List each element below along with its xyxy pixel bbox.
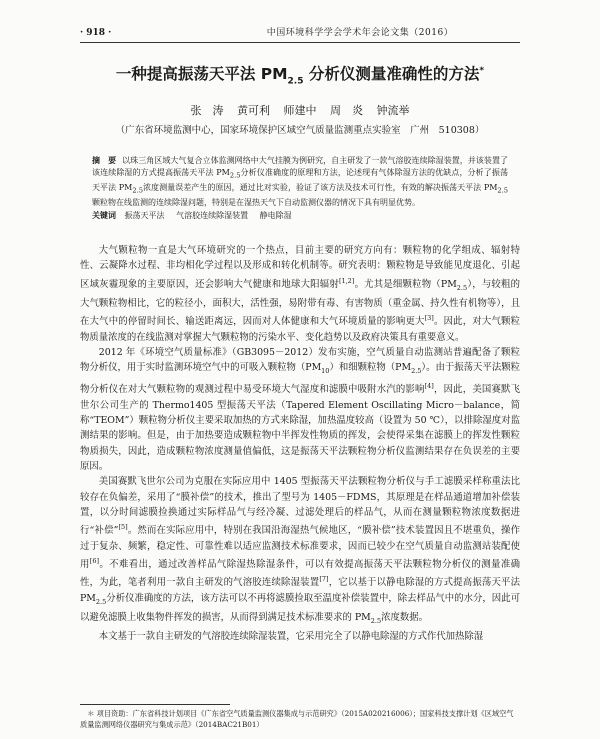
- author: 钟流举: [376, 104, 410, 117]
- footnote: ＊ 项目资助：广东省科技计划项目《广东省空气质量监测仪器集成与示范研究》（2015A020216006）；国家科技支撑计划《区域空气质量监测网络仪器研究与集成示范》（2014BAC21B01）: [80, 709, 514, 729]
- affiliation: （广东省环境监测中心，国家环境保护区域空气质量监测重点实验室 广州 510308）: [115, 125, 485, 136]
- paper-title: 一种提高振荡天平法 $PM_{2.5}$ 分析仪测量准确性的方法*: [115, 65, 485, 87]
- paragraph: 2012 年《环境空气质量标准》（GB3095－2012）发布实施，空气质量自动监测站普遍配备了颗粒物分析仪，用于实时监测环境空气中的可吸入颗粒物$(PM_{10})$和细颗粒物$(PM_{2.5})$。由于振荡天平法颗粒物分析仪在对大气颗粒物的观测过程中易受环境大气湿度和滤膜中吸附水汽的影响[4]，因此，美国赛默飞世尔公司生产的 Thermo1405 型振荡天平法（Tapered Element Oscillating Micro－balance，简称“TEOM”）颗粒物分析仪主要采取加热的方式来除湿，加热温度较高（设置为 50 ℃），以排除湿度对监测结果的影响。但是，由于加热要造成颗粒物中半挥发性物质的挥发，会使得采集在滤膜上的挥发性颗粒物质损失，因此，造成颗粒物浓度测量值偏低，这是振荡天平法颗粒物分析仪监测结果存在负误差的主要原因。: [80, 346, 520, 472]
- keywords-label: 关键词: [92, 211, 116, 221]
- author-list: [80, 103, 520, 119]
- keywords: [92, 210, 508, 222]
- header-rule: [80, 42, 520, 43]
- author: 周 炎: [330, 104, 363, 117]
- paragraph: 大气颗粒物一直是大气环境研究的一个热点，目前主要的研究方向有：颗粒物的化学组成、辐射特性、云凝降水过程、非均相化学过程以及形成和转化机制等。研究表明：颗粒物是导致能见度退化、引起区域灰霾现象的主要原因，还会影响大气健康和地球大阳辐射[1,2]。尤其是细颗粒物$(PM_{2.5})$，与较粗的大气颗粒物相比，它的粒径小，面积大，活性强，易附带有毒、有害物质（重金属、持久性有机物等），且在大气中的停留时间长、输送距离远，因而对人体健康和大气环境质量的影响更大[3]。因此，对大气颗粒物质量浓度的在线监测对掌握大气颗粒物的污染水平、变化趋势以及政府决策具有重要意义。: [80, 245, 520, 343]
- title-footnote-marker: *: [479, 66, 485, 76]
- paragraph: 本文基于一款自主研发的气溶胶连续除湿装置，它采用完全了以静电除湿的方式作代加热除湿: [98, 631, 484, 643]
- author: 张 涛: [190, 104, 224, 117]
- citation: [1,2]: [338, 276, 355, 285]
- citation: [6]: [89, 556, 100, 565]
- body-text: [80, 243, 520, 644]
- keyword: 振荡天平法: [124, 211, 165, 221]
- page-number: · 918 ·: [80, 28, 112, 38]
- abstract-text: 摘 要 以珠三角区域大气复合立体监测网络中大气挂膜为例研究，自主研发了一款气溶胶连续除湿装置，并该装置了该连续除湿的方式提高振荡天平法 $PM_{2.5}$分析仪准确度的原理和方法，论述现有气体除湿方法的优缺点，分析了振荡天平法 $PM_{2.5}$浓度测量误差产生的原因，通过比对实验，验证了该方法及技术可行性，有效的解决振荡天平法 $PM_{2.5}$颗粒物在线监测的连续除湿问题，特别是在湿热天气下自动监测仪器的情况下具有明显优势。: [92, 156, 508, 208]
- citation: [3]: [424, 314, 434, 323]
- author: 黄可利: [237, 104, 270, 117]
- citation: [4]: [424, 382, 434, 391]
- conference-name: 中国环境科学学会学术年会论文集（2016）: [266, 28, 454, 38]
- abstract-label: 摘 要: [92, 156, 117, 165]
- paragraph: 美国赛默飞世尔公司为克服在实际应用中 1405 型振荡天平法颗粒物分析仪与手工滤膜采样称重法比较存在负偏差，采用了“膜补偿”的技术，推出了型号为 1405－FDMS，其原理是在样品通道增加补偿装置，以分时间滤膜捡换通过实际样品气与经冷凝、过滤处理后的样品气，从而在测量颗粒物浓度数据进行“补偿”[5]。然而在实际应用中，特别在我国沿海湿热气候地区，“膜补偿”技术装置因且不堪重负，操作过于复杂、频繁，稳定性、可靠性难以适应监测技术标准要求，因而已较少在空气质量自动监测站装配使用[6]。不难看出，通过改善样品气除湿热除湿条件，可以有效提高振荡天平法颗粒物分析仪的测量准确性，为此，笔者利用一款自主研发的气溶胶连续除湿装置[7]，它以基于以静电除湿的方式提高振荡天平法 $PM_{2.5}$分析仪准确度的方法，该方法可以不再将滤膜捡取至温度补偿装置中，除去样品气中的水分，因此可以避免滤膜上收集物件挥发的损害，从而得到满足技术标准要求的 $PM_{2.5}$浓度数据。: [80, 476, 520, 625]
- keyword: 气溶胶连续除湿装置: [176, 211, 249, 221]
- citation: [5]: [118, 523, 128, 532]
- citation: [7]: [319, 575, 329, 584]
- abstract: [92, 155, 508, 223]
- footnote-rule: [80, 704, 230, 705]
- running-head: [80, 26, 520, 40]
- author: 师建中: [283, 104, 317, 117]
- keyword: 静电除湿: [259, 211, 292, 221]
